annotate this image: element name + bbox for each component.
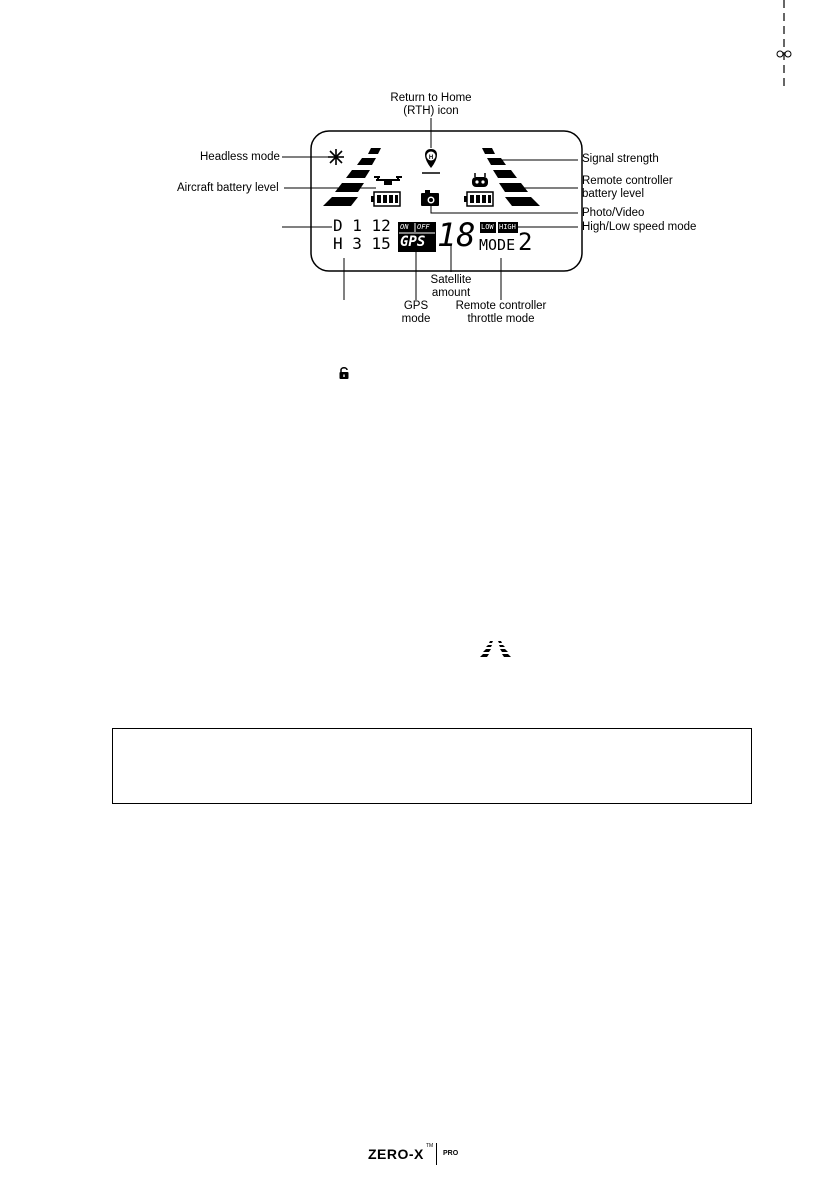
rth-icon: [422, 149, 440, 173]
svg-text:H: H: [428, 155, 434, 161]
mode-number: 2: [518, 228, 533, 256]
mode-word: MODE: [479, 236, 516, 254]
satellite-count: 18: [437, 216, 476, 254]
gps-off-label: OFF: [417, 223, 430, 231]
brand-name: ZERO-X: [368, 1146, 424, 1162]
signal-strength-icon: [478, 640, 512, 658]
logo-divider: [436, 1143, 437, 1165]
rc-throttle-label: Remote controller throttle mode: [455, 300, 547, 325]
drone-icon: [374, 176, 402, 185]
satellite-amount-label: Satellite amount: [430, 274, 472, 299]
pro-label: PRO: [443, 1150, 459, 1157]
rc-battery-label: Remote controller battery level: [582, 175, 673, 200]
trademark-mark: TM: [426, 1143, 434, 1149]
headless-mode-label: Headless mode: [200, 151, 280, 163]
unlock-icon: [338, 366, 350, 380]
camera-icon: [421, 190, 439, 206]
aircraft-battery-label: Aircraft battery level: [177, 182, 279, 194]
lcd-distance: D 1 12: [333, 216, 391, 235]
gps-on-label: ON: [400, 223, 409, 231]
gps-mode-label: GPS mode: [401, 300, 431, 325]
photo-video-label: Photo/Video: [582, 207, 645, 219]
remote-controller-icon: [472, 173, 488, 187]
low-speed-label: LOW: [481, 223, 494, 231]
leader-lines: [282, 118, 578, 300]
aircraft-battery-icon: [371, 192, 400, 206]
rth-label: Return to Home (RTH) icon: [390, 92, 472, 117]
signal-strength-label: Signal strength: [582, 153, 659, 165]
lcd-height: H 3 15: [333, 234, 391, 253]
high-speed-label: HIGH: [499, 223, 516, 231]
footer-logo: [368, 1143, 478, 1167]
gps-label: GPS: [400, 234, 426, 250]
speed-mode-label: High/Low speed mode: [582, 221, 697, 233]
notice-box: [112, 728, 752, 804]
rc-battery-icon: [464, 192, 493, 206]
headless-mode-icon: [328, 149, 344, 165]
